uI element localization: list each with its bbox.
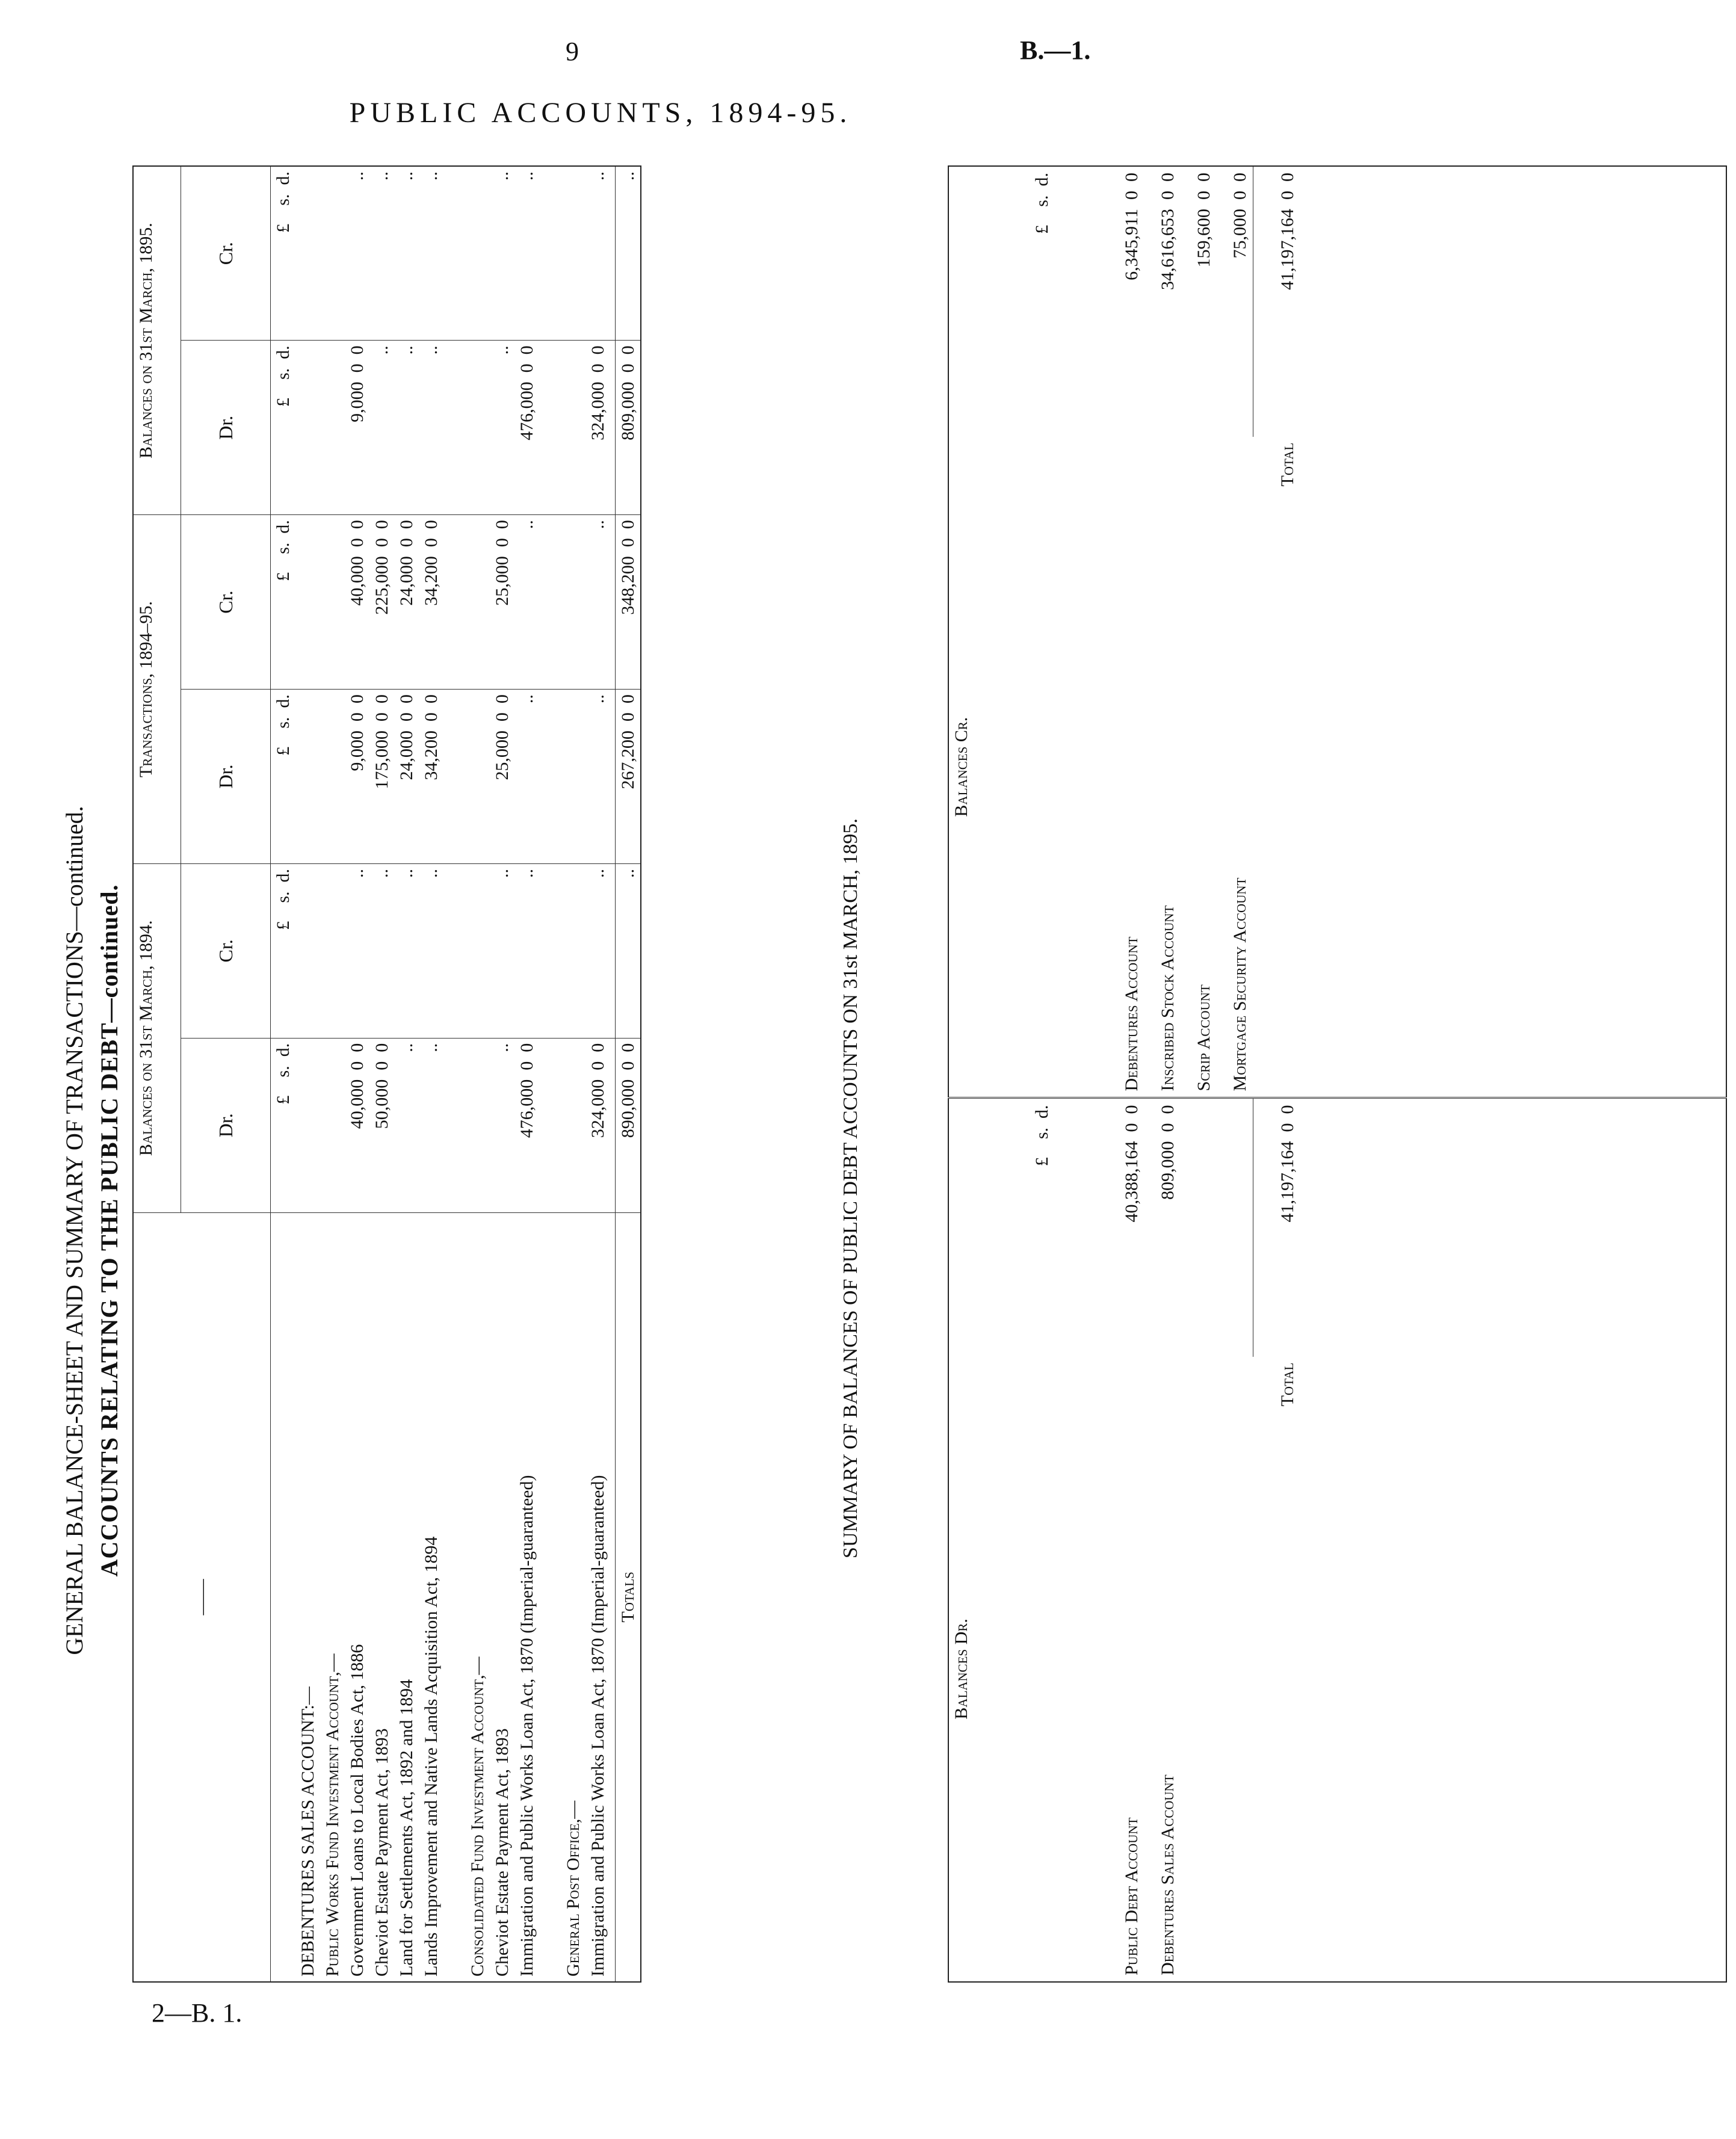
value-cell: .. <box>490 1038 514 1212</box>
value-cell: 24,000 0 0 <box>394 515 419 690</box>
row-label: Land for Settlements Act, 1892 and 1894 <box>394 1212 419 1982</box>
row-label: DEBENTURES SALES ACCOUNT:— <box>295 1212 320 1982</box>
unit-label: £ s. d. <box>1030 1098 1109 1357</box>
table-row <box>443 166 490 1982</box>
value-cell <box>295 515 320 690</box>
row-label: General Post Office,— <box>539 1212 585 1982</box>
table-row <box>345 166 369 1982</box>
totals-cell: .. <box>616 166 641 341</box>
document-code: B.—1. <box>1020 35 1091 65</box>
value-cell: .. <box>514 863 539 1038</box>
value-cell: 50,000 0 0 <box>369 1038 394 1212</box>
value-cell: .. <box>514 690 539 864</box>
value-cell: 40,000 0 0 <box>345 515 369 690</box>
cr-label: Inscribed Stock Account <box>1158 905 1178 1091</box>
cr-total-value: 41,197,164 0 0 <box>1253 166 1301 437</box>
value-cell <box>539 1038 585 1212</box>
cr-label: Mortgage Security Account <box>1230 877 1250 1091</box>
totals-cell: 267,200 0 0 <box>616 690 641 864</box>
value-cell <box>320 341 345 515</box>
table-row <box>369 166 394 1982</box>
table-row <box>419 166 443 1982</box>
cr-value: 6,345,911 0 0 <box>1122 173 1142 280</box>
totals-cell: 890,000 0 0 <box>616 1038 641 1212</box>
unit-label: £ s. d. <box>271 166 296 341</box>
value-cell <box>295 166 320 341</box>
value-cell: 34,200 0 0 <box>419 690 443 864</box>
value-cell: .. <box>514 515 539 690</box>
page-title: PUBLIC ACCOUNTS, 1894-95. <box>349 97 852 129</box>
table-row <box>514 166 539 1982</box>
value-cell: .. <box>394 341 419 515</box>
table-row <box>295 166 320 1982</box>
row-label: Government Loans to Local Bodies Act, 1886 <box>345 1212 369 1982</box>
cr-label: Scrip Account <box>1194 984 1214 1091</box>
value-cell <box>295 341 320 515</box>
unit-label: £ s. d. <box>271 863 296 1038</box>
col-header-cr: Cr. <box>181 863 271 1038</box>
value-cell: .. <box>394 1038 419 1212</box>
value-cell <box>320 166 345 341</box>
col-header-cr: Cr. <box>181 515 271 690</box>
value-cell: 324,000 0 0 <box>585 341 610 515</box>
value-cell <box>320 863 345 1038</box>
value-cell: .. <box>585 515 610 690</box>
value-cell: .. <box>369 341 394 515</box>
row-label: Cheviot Estate Payment Act, 1893 <box>490 1212 514 1982</box>
value-cell <box>539 341 585 515</box>
balance-sheet-panel <box>61 165 638 1983</box>
value-cell: .. <box>419 863 443 1038</box>
totals-cell: 809,000 0 0 <box>616 341 641 515</box>
summary-row <box>1181 166 1217 1982</box>
group-header-balances-1894: Balances on 31st March, 1894. <box>133 863 181 1212</box>
value-cell: 34,200 0 0 <box>419 515 443 690</box>
value-cell: .. <box>369 166 394 341</box>
blank-header: —— <box>133 1212 271 1982</box>
summary-total-row <box>1253 166 1301 1982</box>
unit-label: £ s. d. <box>271 1038 296 1212</box>
value-cell: 175,000 0 0 <box>369 690 394 864</box>
value-cell <box>295 863 320 1038</box>
value-cell: .. <box>419 341 443 515</box>
dr-label: Public Debt Account <box>1122 1817 1142 1975</box>
value-cell <box>443 690 490 864</box>
col-header-dr: Dr. <box>181 690 271 864</box>
summary-row <box>1217 166 1253 1982</box>
table-row <box>539 166 585 1982</box>
value-cell: .. <box>490 863 514 1038</box>
row-label: Lands Improvement and Native Lands Acquisition Act, 1894 <box>419 1212 443 1982</box>
value-cell <box>443 863 490 1038</box>
value-cell: 9,000 0 0 <box>345 341 369 515</box>
dr-header: Balances Dr. <box>951 1619 971 1720</box>
value-cell: 24,000 0 0 <box>394 690 419 864</box>
value-cell <box>539 863 585 1038</box>
col-header-dr: Dr. <box>181 341 271 515</box>
row-label: Immigration and Public Works Loan Act, 1870 (Imperial-guaranteed) <box>514 1212 539 1982</box>
balance-sheet-subtitle: ACCOUNTS RELATING TO THE PUBLIC DEBT—continued. <box>96 884 123 1577</box>
group-header-transactions: Transactions, 1894–95. <box>133 515 181 864</box>
value-cell <box>443 1038 490 1212</box>
value-cell: .. <box>490 166 514 341</box>
totals-label: Totals <box>616 1212 641 1982</box>
group-header-balances-1895: Balances on 31st March, 1895. <box>133 166 181 515</box>
cr-header: Balances Cr. <box>951 717 971 817</box>
value-cell <box>320 690 345 864</box>
value-cell: 225,000 0 0 <box>369 515 394 690</box>
row-label: Public Works Fund Investment Account,— <box>320 1212 345 1982</box>
unit-label: £ s. d. <box>271 515 296 690</box>
value-cell: .. <box>585 863 610 1038</box>
footer-code: 2—B. 1. <box>152 1998 242 2028</box>
value-cell: .. <box>419 1038 443 1212</box>
summary-title: SUMMARY OF BALANCES OF PUBLIC DEBT ACCOUNTS ON 31st MARCH, 1895. <box>839 818 862 1558</box>
summary-row <box>1108 166 1144 1982</box>
value-cell: 476,000 0 0 <box>514 1038 539 1212</box>
value-cell <box>295 1038 320 1212</box>
value-cell <box>539 690 585 864</box>
value-cell <box>539 166 585 341</box>
value-cell: .. <box>369 863 394 1038</box>
value-cell <box>443 341 490 515</box>
value-cell: 25,000 0 0 <box>490 690 514 864</box>
summary-table <box>948 165 1727 1983</box>
value-cell <box>295 690 320 864</box>
col-header-cr: Cr. <box>181 166 271 341</box>
value-cell: .. <box>345 863 369 1038</box>
value-cell: .. <box>514 166 539 341</box>
row-label: Consolidated Fund Investment Account,— <box>443 1212 490 1982</box>
value-cell: .. <box>585 690 610 864</box>
value-cell: .. <box>419 166 443 341</box>
page-number: 9 <box>566 37 579 66</box>
value-cell <box>443 515 490 690</box>
row-label: Immigration and Public Works Loan Act, 1870 (Imperial-guaranteed) <box>585 1212 610 1982</box>
totals-row <box>616 166 641 1982</box>
col-header-dr: Dr. <box>181 1038 271 1212</box>
cr-total-label: Total <box>1277 442 1297 487</box>
unit-label: £ s. d. <box>271 341 296 515</box>
summary-panel <box>839 165 1736 1983</box>
value-cell <box>320 1038 345 1212</box>
table-row <box>394 166 419 1982</box>
unit-label: £ s. d. <box>1031 173 1052 234</box>
totals-cell: 348,200 0 0 <box>616 515 641 690</box>
dr-value: 40,388,164 0 0 <box>1108 1098 1144 1357</box>
cr-value: 34,616,653 0 0 <box>1158 173 1178 290</box>
dr-total-value: 41,197,164 0 0 <box>1253 1098 1301 1357</box>
balance-sheet-table <box>132 165 641 1983</box>
cr-value: 159,600 0 0 <box>1194 173 1214 268</box>
cr-value: 75,000 0 0 <box>1230 173 1250 259</box>
value-cell: .. <box>394 166 419 341</box>
totals-cell: .. <box>616 863 641 1038</box>
summary-row <box>1144 166 1181 1982</box>
balance-sheet-title: GENERAL BALANCE-SHEET AND SUMMARY OF TRANSACTIONS—continued. <box>61 806 88 1655</box>
value-cell <box>443 166 490 341</box>
value-cell: 25,000 0 0 <box>490 515 514 690</box>
table-row <box>585 166 610 1982</box>
dr-value: 809,000 0 0 <box>1144 1098 1181 1357</box>
value-cell <box>539 515 585 690</box>
value-cell: 324,000 0 0 <box>585 1038 610 1212</box>
value-cell <box>320 515 345 690</box>
value-cell: .. <box>345 166 369 341</box>
row-label: Cheviot Estate Payment Act, 1893 <box>369 1212 394 1982</box>
table-row <box>320 166 345 1982</box>
value-cell: .. <box>585 166 610 341</box>
value-cell: .. <box>490 341 514 515</box>
value-cell: 40,000 0 0 <box>345 1038 369 1212</box>
value-cell: .. <box>394 863 419 1038</box>
cr-label: Debentures Account <box>1122 936 1142 1091</box>
value-cell: 476,000 0 0 <box>514 341 539 515</box>
unit-label: £ s. d. <box>271 690 296 864</box>
table-row <box>490 166 514 1982</box>
dr-total-label: Total <box>1277 1362 1297 1407</box>
value-cell: 9,000 0 0 <box>345 690 369 864</box>
dr-label: Debentures Sales Account <box>1158 1774 1178 1975</box>
